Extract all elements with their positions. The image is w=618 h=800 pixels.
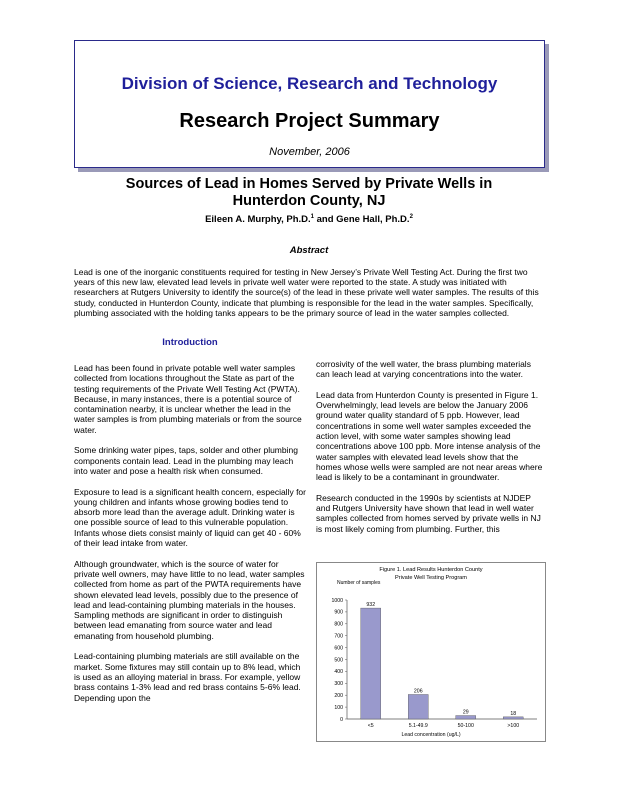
author-1-affiliation: 1 [310,214,314,220]
y-tick-label: 300 [334,681,343,688]
y-tick-label: 800 [334,621,343,628]
authors [74,214,544,225]
left-paragraph: Some drinking water pipes, taps, solder and other plumbing components contain lead. Lead in the plumbing may leach into water and pose a health risk when consumed. [74,445,298,476]
y-tick-label: 100 [334,704,343,711]
right-paragraph: corrosivity of the well water, the brass plumbing materials can leach lead at varying concentrations into the water. [316,359,531,380]
title-line-1: Sources of Lead in Homes Served by Private Wells in [125,176,493,192]
title-line-2: Hunterdon County, NJ [232,193,386,209]
abstract-text: Lead is one of the inorganic constituents required for testing in New Jersey’s Private Well Testing Act. During the first two years of this new law, elevated lead levels in private well water were reported to the state. A study was initiated with researchers at Rutgers University to identify the source(s) of the lead in these private well water samples. The results of this study, conducted in Hunterdon County, indicate that plumbing is responsible for the lead in the water samples. Specifically, plumbing associated with the holding tanks appears to be the primary source of lead in the water samples collected. [74,267,539,318]
left-paragraph: Although groundwater, which is the source of water for private well owners, may have little to no lead, water samples collected from home as part of the PWTA requirements have shown elevated lead levels, possibly due to the presence of lead and lead-containing plumbing materials in the houses. Sampling methods are significant in order to distinguish between lead emanating from source water and lead emanating from household plumbing. [74,558,305,641]
y-tick-label: 400 [334,669,343,676]
bar [408,694,428,719]
right-paragraph: Lead data from Hunterdon County is presented in Figure 1. Overwhelmingly, lead levels are below the January 2006 ground water quality standard of 5 ppb. However, lead concentrations in some well water samples exceeded the action level, with some water samples showing lead concentrations above 100 ppb. More intense analysis of the water samples with elevated lead levels show that the homes whose wells were sampled are not near areas where lead is likely to be a contaminant in groundwater. [316,389,543,483]
x-tick-label: <5 [367,723,374,729]
x-tick-label: >100 [507,723,520,729]
right-column [316,359,546,544]
right-paragraph: Research conducted in the 1990s by scientists at NJDEP and Rutgers University have shown that lead in well water samples collected from homes served by private wells in NJ is most likely coming from plumbing. Further, this [316,492,541,534]
author-2: and Gene Hall, Ph.D. [314,214,410,226]
summary-heading: Research Project Summary [179,110,440,132]
y-tick-label: 900 [334,609,343,616]
y-tick-label: 600 [334,645,343,652]
figure-1-chart [316,562,546,742]
left-paragraph: Lead-containing plumbing materials are still available on the market. Some fixtures may still contain up to 8% lead, which is used as an alloying material in brass. For example, yellow brass contains 1-3% lead and red brass contains 5-6% lead. Depending upon the [74,651,301,703]
author-1: Eileen A. Murphy, Ph.D. [205,214,311,226]
x-tick-label: 50-100 [457,723,474,729]
left-paragraph: Exposure to lead is a significant health concern, especially for young children and infants whose growing bodies tend to absorb more lead than the average adult. Drinking water is one possible source of lead to this vulnerable population. Infants whose diets consist mainly of liquid can get 40 - 60% of their lead intake from water. [74,486,306,549]
chart-title-line-2: Private Well Testing Program [395,574,467,581]
y-axis-label: Number of samples [337,580,381,586]
chart-title-line-1: Figure 1. Lead Results Hunterdon County [379,567,483,573]
bar-data-label: 18 [510,710,517,717]
y-tick-label: 200 [334,693,343,699]
bar [456,716,476,719]
bar-data-label: 29 [462,709,469,716]
bar-chart-svg [317,563,545,741]
header-box [74,40,545,168]
y-tick-label: 0 [340,716,343,723]
bar-data-label: 932 [366,602,376,609]
y-tick-label: 1000 [331,597,343,604]
left-paragraph: Lead has been found in private potable well water samples collected from locations throughout the State as part of the testing requirements of the Private Well Testing Act (PWTA). Because, in many instances, there is a potential source of contamination nearby, it is unclear whether the lead in the water samples is from plumbing materials or from the source water. [74,363,302,435]
y-tick-label: 700 [334,633,343,640]
division-name: Division of Science, Research and Technology [121,74,498,93]
left-column [74,363,306,713]
bar [361,608,381,719]
introduction-heading: Introduction [162,337,218,348]
paper-title [74,176,544,210]
x-tick-label: 5.1-49.9 [408,723,428,729]
bar-data-label: 206 [413,688,423,695]
x-axis-label: Lead concentration (ug/L) [401,732,461,738]
author-2-affiliation: 2 [409,214,413,220]
bar [503,717,523,719]
publication-date: November, 2006 [269,146,350,158]
abstract-heading: Abstract [289,245,329,256]
y-tick-label: 500 [334,657,343,664]
